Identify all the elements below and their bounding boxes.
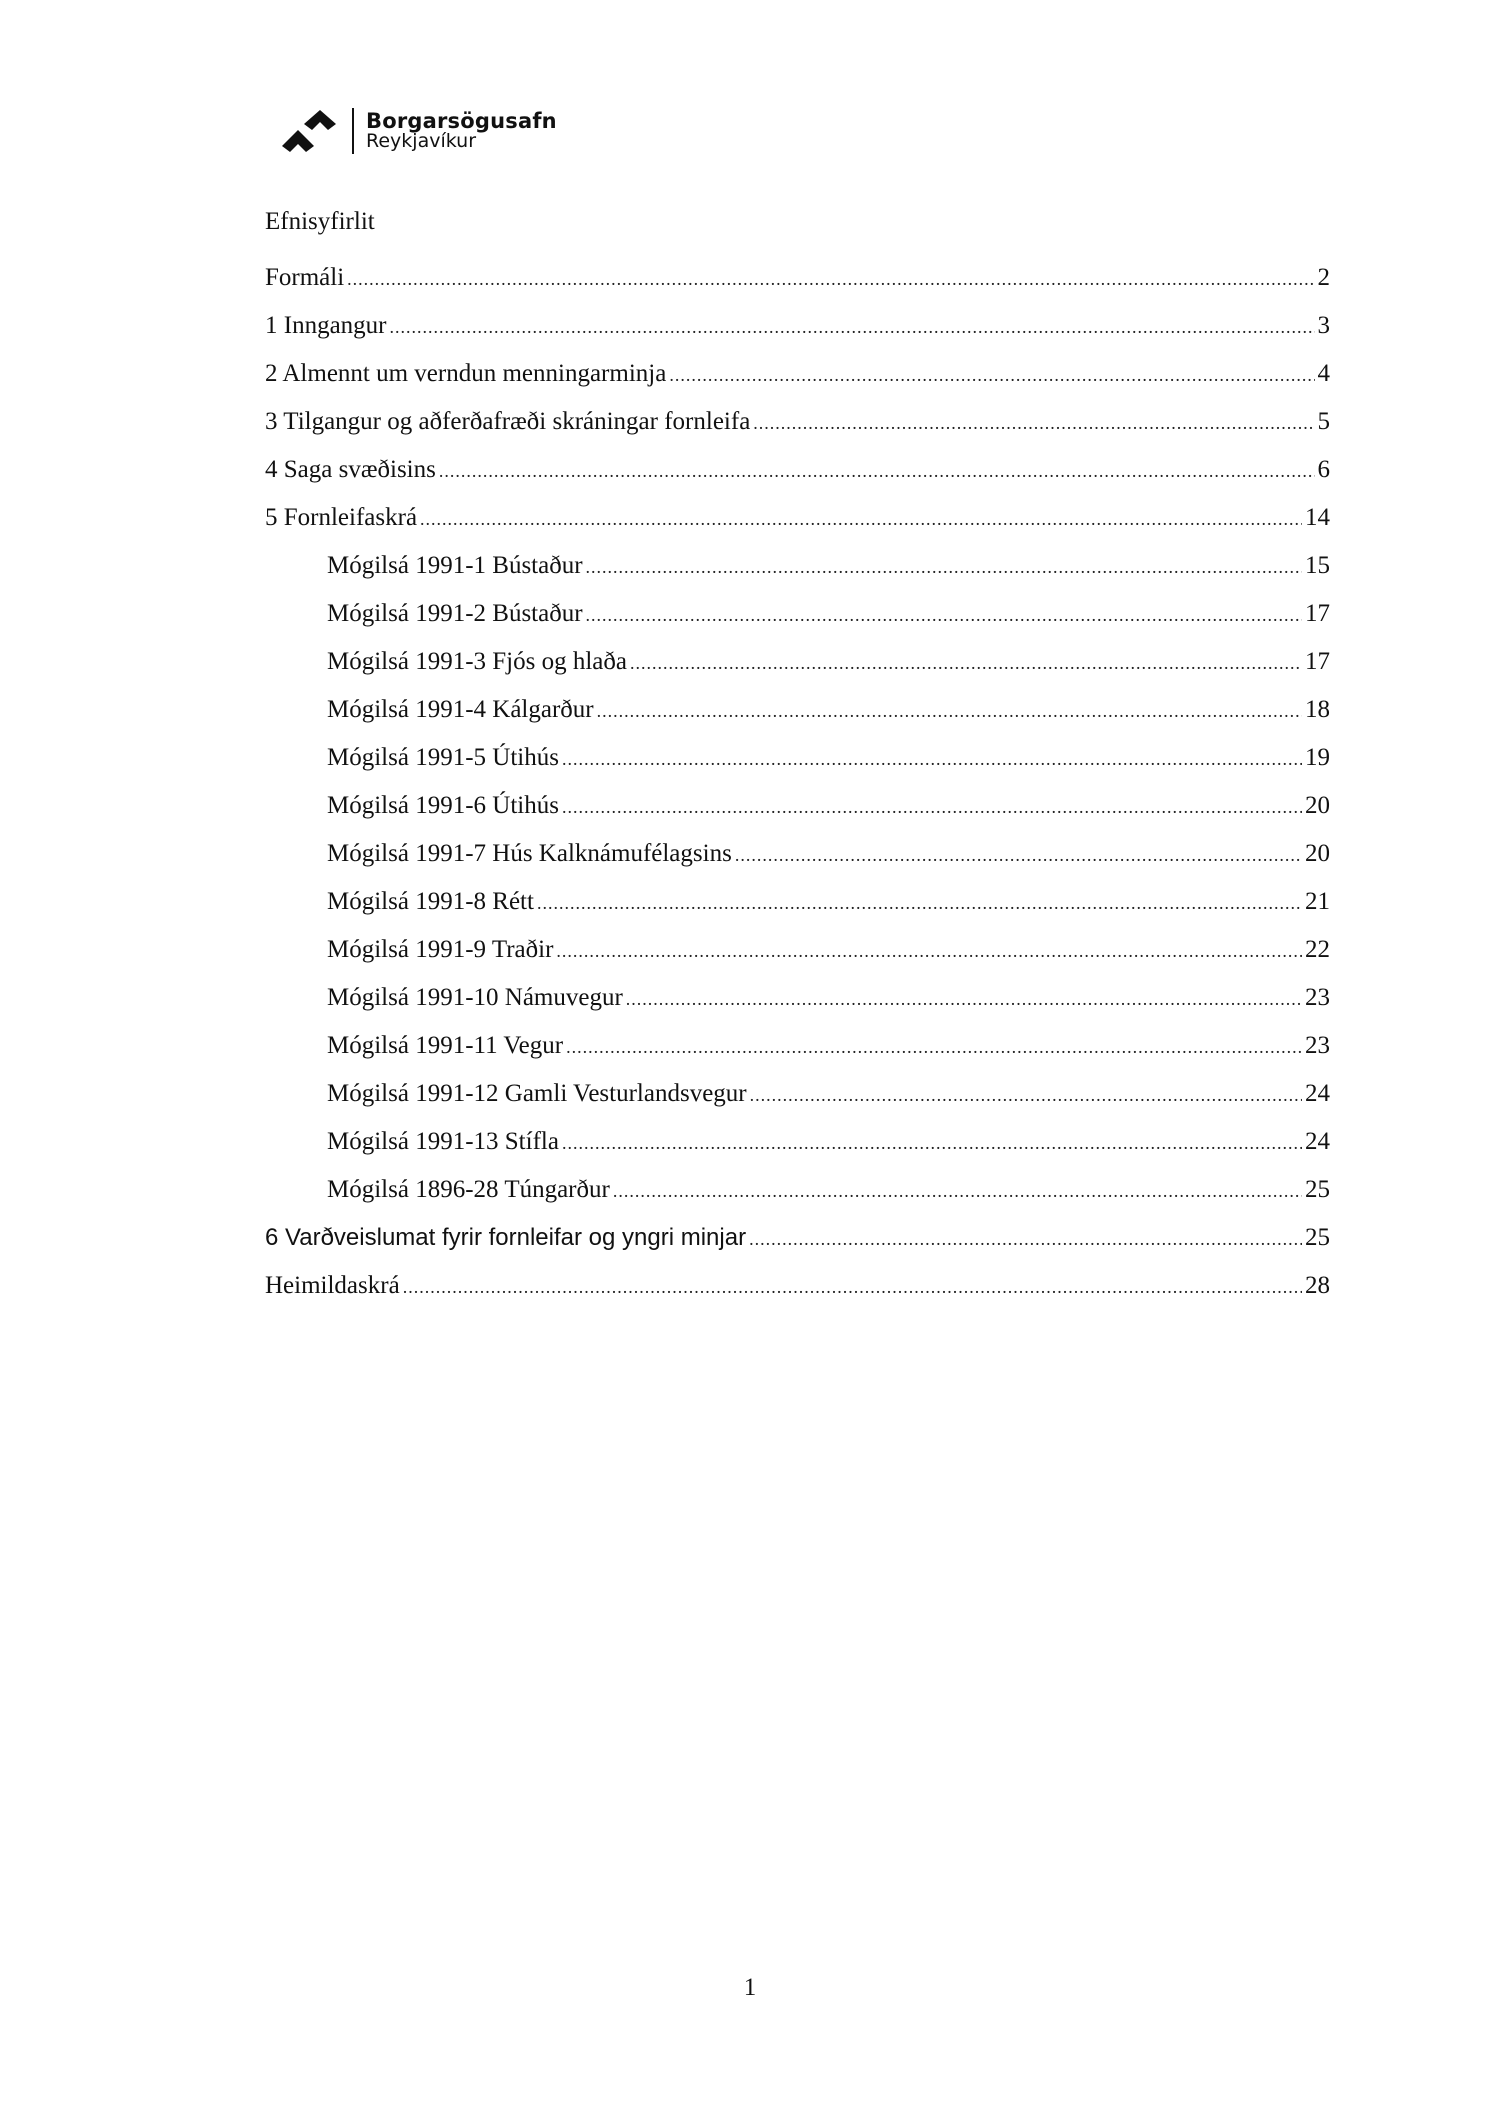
toc-subentry[interactable]	[265, 1118, 1330, 1166]
toc-entry-title: 3 Tilgangur og aðferðafræði skráningar fornleifa	[265, 408, 751, 435]
toc-entry-title: 6 Varðveislumat fyrir fornleifar og yngri minjar	[265, 1224, 747, 1251]
toc-entry[interactable]	[265, 494, 1330, 542]
toc-entry-title: Mógilsá 1991-13 Stífla	[327, 1128, 559, 1155]
toc-dot-leader	[562, 783, 1302, 831]
toc-subentry[interactable]	[265, 1022, 1330, 1070]
toc-entry-page: 4	[1317, 360, 1330, 387]
toc-dot-leader	[586, 591, 1302, 639]
toc-dot-leader	[420, 495, 1302, 543]
toc-heading: Efnisyfirlit	[265, 208, 375, 235]
toc-entry-title: 5 Fornleifaskrá	[265, 504, 418, 531]
toc-dot-leader	[735, 831, 1302, 879]
toc-entry-title: Formáli	[265, 264, 345, 291]
toc-entry-page: 5	[1317, 408, 1330, 435]
toc-subentry[interactable]	[265, 1166, 1330, 1214]
toc-entry-title: Mógilsá 1896-28 Túngarður	[327, 1176, 610, 1203]
toc-entry-title: Mógilsá 1991-2 Bústaður	[327, 600, 583, 627]
toc-entry-page: 6	[1317, 456, 1330, 483]
toc-dot-leader	[566, 1023, 1302, 1071]
toc-subentry[interactable]	[265, 542, 1330, 590]
toc-entry-title: Mógilsá 1991-11 Vegur	[327, 1032, 564, 1059]
toc-dot-leader	[347, 255, 1314, 303]
toc-dot-leader	[586, 543, 1302, 591]
chevron-up-icon	[280, 108, 338, 154]
toc-entry-page: 15	[1305, 552, 1330, 579]
toc-entry-page: 20	[1305, 840, 1330, 867]
logo-text	[366, 110, 557, 152]
toc-subentry[interactable]	[265, 830, 1330, 878]
table-of-contents	[265, 254, 1330, 1310]
toc-entry-title: Mógilsá 1991-7 Hús Kalknámufélagsins	[327, 840, 732, 867]
toc-subentry[interactable]	[265, 878, 1330, 926]
toc-dot-leader	[390, 303, 1315, 351]
toc-dot-leader	[556, 927, 1302, 975]
toc-dot-leader	[613, 1167, 1302, 1215]
toc-subentry[interactable]	[265, 686, 1330, 734]
toc-entry-title: Mógilsá 1991-3 Fjós og hlaða	[327, 648, 627, 675]
toc-entry-title: Mógilsá 1991-5 Útihús	[327, 744, 559, 771]
toc-dot-leader	[439, 447, 1315, 495]
toc-entry-title: Mógilsá 1991-8 Rétt	[327, 888, 534, 915]
toc-entry-page: 19	[1305, 744, 1330, 771]
toc-dot-leader	[669, 351, 1314, 399]
toc-subentry[interactable]	[265, 926, 1330, 974]
toc-entry-title: Mógilsá 1991-12 Gamli Vesturlandsvegur	[327, 1080, 747, 1107]
toc-entry[interactable]	[265, 350, 1330, 398]
toc-dot-leader	[749, 1215, 1302, 1263]
toc-entry[interactable]	[265, 446, 1330, 494]
logo-name: Borgarsögusafn	[366, 109, 557, 133]
toc-entry-page: 17	[1305, 648, 1330, 675]
toc-dot-leader	[753, 399, 1314, 447]
toc-entry-title: 4 Saga svæðisins	[265, 456, 436, 483]
toc-entry[interactable]	[265, 254, 1330, 302]
toc-subentry[interactable]	[265, 590, 1330, 638]
toc-subentry[interactable]	[265, 638, 1330, 686]
toc-entry-page: 20	[1305, 792, 1330, 819]
toc-dot-leader	[562, 735, 1302, 783]
toc-entry-page: 18	[1305, 696, 1330, 723]
toc-dot-leader	[630, 639, 1302, 687]
toc-entry-title: Mógilsá 1991-9 Traðir	[327, 936, 554, 963]
toc-entry-title: Heimildaskrá	[265, 1272, 400, 1299]
toc-entry-title: Mógilsá 1991-4 Kálgarður	[327, 696, 594, 723]
toc-entry-title: Mógilsá 1991-10 Námuvegur	[327, 984, 623, 1011]
header-logo	[280, 104, 557, 158]
logo-subtitle: Reykjavíkur	[366, 130, 477, 153]
toc-entry-page: 23	[1305, 984, 1330, 1011]
toc-subentry[interactable]	[265, 734, 1330, 782]
toc-entry-page: 3	[1317, 312, 1330, 339]
toc-entry-page: 2	[1317, 264, 1330, 291]
toc-subentry[interactable]	[265, 782, 1330, 830]
toc-entry-title: 2 Almennt um verndun menningarminja	[265, 360, 667, 387]
toc-entry-title: 1 Inngangur	[265, 312, 387, 339]
toc-entry[interactable]	[265, 1214, 1330, 1262]
toc-entry-page: 28	[1305, 1272, 1330, 1299]
toc-entry[interactable]	[265, 398, 1330, 446]
toc-entry-page: 17	[1305, 600, 1330, 627]
toc-entry[interactable]	[265, 1262, 1330, 1310]
toc-dot-leader	[750, 1071, 1302, 1119]
toc-entry-title: Mógilsá 1991-1 Bústaður	[327, 552, 583, 579]
toc-entry-page: 14	[1305, 504, 1330, 531]
toc-dot-leader	[537, 879, 1302, 927]
toc-entry-page: 24	[1305, 1080, 1330, 1107]
logo-divider	[352, 108, 354, 154]
toc-subentry[interactable]	[265, 974, 1330, 1022]
toc-entry-page: 25	[1305, 1176, 1330, 1203]
toc-dot-leader	[403, 1263, 1302, 1311]
toc-entry-page: 22	[1305, 936, 1330, 963]
toc-subentry[interactable]	[265, 1070, 1330, 1118]
toc-dot-leader	[597, 687, 1302, 735]
toc-entry-page: 21	[1305, 888, 1330, 915]
toc-entry-title: Mógilsá 1991-6 Útihús	[327, 792, 559, 819]
toc-entry[interactable]	[265, 302, 1330, 350]
toc-entry-page: 24	[1305, 1128, 1330, 1155]
page-number: 1	[743, 1974, 757, 2001]
toc-entry-page: 23	[1305, 1032, 1330, 1059]
toc-dot-leader	[562, 1119, 1302, 1167]
toc-entry-page: 25	[1305, 1224, 1330, 1251]
toc-dot-leader	[626, 975, 1302, 1023]
